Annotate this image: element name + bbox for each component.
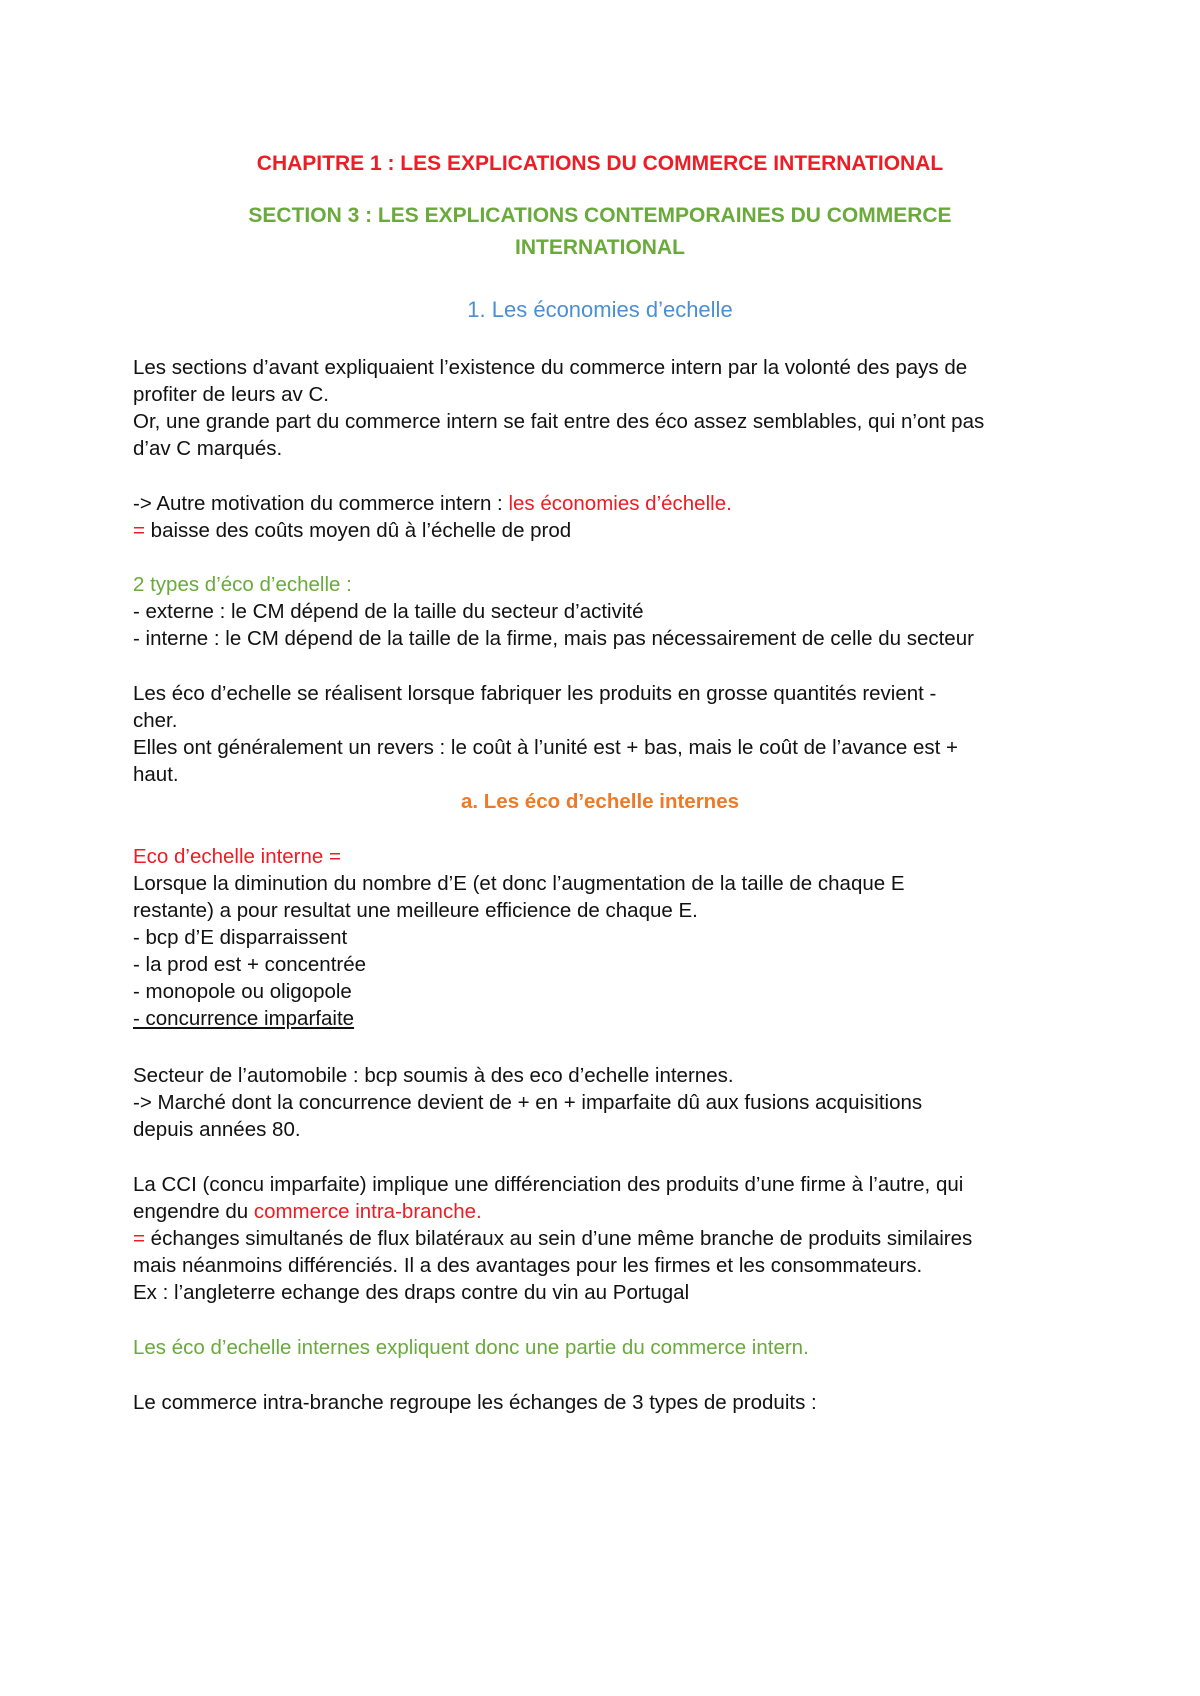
paragraph-line: Ex : l’angleterre echange des draps contre du vin au Portugal [133, 1281, 690, 1304]
motivation-highlight: les économies d’échelle. [508, 492, 732, 515]
list-item: - monopole ou oligopole [133, 980, 352, 1003]
paragraph-line: mais néanmoins différenciés. Il a des avantages pour les firmes et les consommateurs. [133, 1254, 923, 1277]
heading-internal-economies: a. Les éco d’echelle internes [460, 790, 739, 813]
cci-highlight: commerce intra-branche. [253, 1200, 482, 1223]
cci-prefix: engendre du [133, 1200, 254, 1223]
section-title-line-1: SECTION 3 : LES EXPLICATIONS CONTEMPORAINES DU COMMERCE [248, 204, 952, 227]
conclusion: Les éco d’echelle internes expliquent donc une partie du commerce intern. [133, 1336, 809, 1359]
paragraph-line: Or, une grande part du commerce intern se fait entre des éco assez semblables, qui n’ont pas [133, 410, 985, 433]
cci-line-3 [133, 1225, 972, 1253]
types-title: 2 types d’éco d’echelle : [133, 573, 352, 596]
cci-line-2 [133, 1198, 482, 1226]
definition-text: baisse des coûts moyen dû à l’échelle de prod [144, 519, 572, 542]
heading-economies-echelle: 1. Les économies d’echelle [467, 297, 733, 322]
list-item: - la prod est + concentrée [133, 953, 367, 976]
paragraph-line: Les éco d’echelle se réalisent lorsque fabriquer les produits en grosse quantités revient - [133, 682, 937, 705]
section-title-line-2: INTERNATIONAL [515, 236, 685, 259]
list-item: - bcp d’E disparraissent [133, 926, 348, 949]
paragraph-line: restante) a pour resultat une meilleure efficience de chaque E. [133, 899, 698, 922]
motivation-definition [133, 517, 571, 545]
chapter-title: CHAPITRE 1 : LES EXPLICATIONS DU COMMERCE INTERNATIONAL [256, 152, 944, 175]
paragraph-line: profiter de leurs av C. [133, 383, 329, 406]
paragraph-line: d’av C marqués. [133, 437, 283, 460]
paragraph-line: Elles ont généralement un revers : le coût à l’unité est + bas, mais le coût de l’avance est + [133, 736, 959, 759]
internal-def-title: Eco d’echelle interne = [133, 845, 341, 868]
paragraph-line: depuis années 80. [133, 1118, 301, 1141]
paragraph-line: haut. [133, 763, 179, 786]
paragraph-line: Le commerce intra-branche regroupe les échanges de 3 types de produits : [133, 1391, 817, 1414]
paragraph-line: Secteur de l’automobile : bcp soumis à des eco d’echelle internes. [133, 1064, 734, 1087]
motivation-line [133, 490, 732, 518]
paragraph-line: Les sections d’avant expliquaient l’existence du commerce intern par la volonté des pays de [133, 356, 968, 379]
type-internal: - interne : le CM dépend de la taille de la firme, mais pas nécessairement de celle du secteur [133, 627, 974, 650]
paragraph-line: La CCI (concu imparfaite) implique une différenciation des produits d’une firme à l’autre, qui [133, 1173, 964, 1196]
equals-sign: = [133, 1227, 145, 1250]
equals-sign: = [133, 519, 145, 542]
paragraph-line: -> Marché dont la concurrence devient de + en + imparfaite dû aux fusions acquisitions [133, 1091, 923, 1114]
list-item-underlined: - concurrence imparfaite [133, 1007, 355, 1030]
cci-definition: échanges simultanés de flux bilatéraux au sein d’une même branche de produits similaires [144, 1227, 973, 1250]
motivation-prefix: -> Autre motivation du commerce intern : [133, 492, 509, 515]
paragraph-line: Lorsque la diminution du nombre d’E (et donc l’augmentation de la taille de chaque E [133, 872, 905, 895]
type-external: - externe : le CM dépend de la taille du secteur d’activité [133, 600, 644, 623]
paragraph-line: cher. [133, 709, 178, 732]
